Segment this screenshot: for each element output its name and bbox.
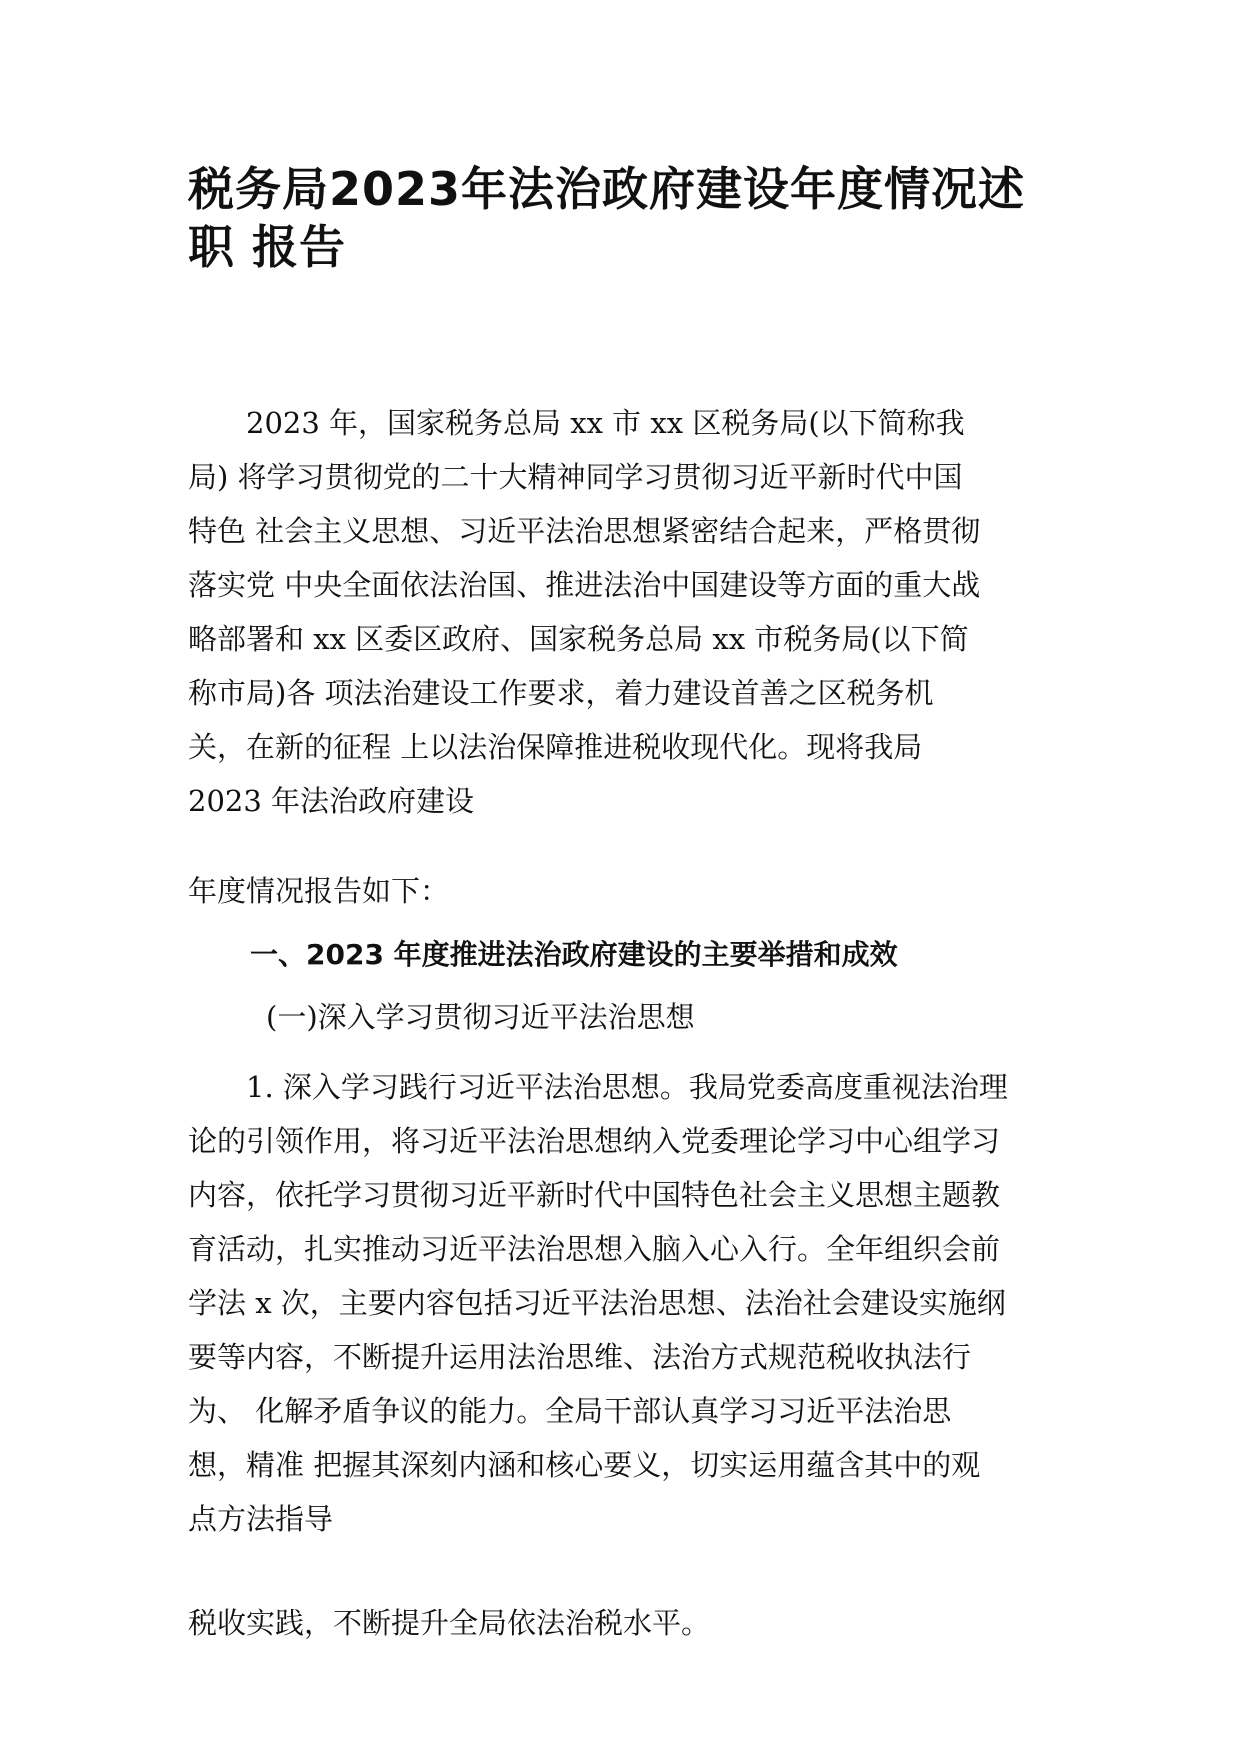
- paragraph-line: 内容，依托学习贯彻习近平新时代中国特色社会主义思想主题教: [188, 1178, 1001, 1212]
- section-heading: 一、2023 年度推进法治政府建设的主要举措和成效: [250, 938, 898, 971]
- paragraph-line: 略部署和 xx 区委区政府、国家税务总局 xx 市税务局(以下简: [188, 622, 969, 656]
- intro-paragraph: [188, 396, 1068, 828]
- paragraph-line: 学法 x 次，主要内容包括习近平法治思想、法治社会建设实施纲: [188, 1286, 1006, 1320]
- paragraph-line: 为、 化解矛盾争议的能力。全局干部认真学习习近平法治思: [188, 1394, 952, 1428]
- paragraph-line: 2023 年法治政府建设: [188, 784, 475, 818]
- paragraph-line: 育活动，扎实推动习近平法治思想入脑入心入行。全年组织会前: [188, 1232, 1001, 1266]
- paragraph-line: 特色 社会主义思想、习近平法治思想紧密结合起来，严格贯彻: [188, 514, 981, 548]
- paragraph-line: 落实党 中央全面依法治国、推进法治中国建设等方面的重大战: [188, 568, 981, 602]
- paragraph-line: 要等内容，不断提升运用法治思维、法治方式规范税收执法行: [188, 1340, 972, 1374]
- paragraph-line: 1. 深入学习践行习近平法治思想。我局党委高度重视法治理: [188, 1070, 1008, 1104]
- paragraph-line: 关，在新的征程 上以法治保障推进税收现代化。现将我局: [188, 730, 923, 764]
- paragraph-line: 局) 将学习贯彻党的二十大精神同学习贯彻习近平新时代中国: [188, 460, 963, 494]
- paragraph-line: 点方法指导: [188, 1502, 334, 1536]
- body-paragraph: [188, 1060, 1068, 1546]
- paragraph-line: 想，精准 把握其深刻内涵和核心要义，切实运用蕴含其中的观: [188, 1448, 981, 1482]
- paragraph-line: 称市局)各 项法治建设工作要求，着力建设首善之区税务机: [188, 676, 934, 710]
- paragraph-line: 论的引领作用，将习近平法治思想纳入党委理论学习中心组学习: [188, 1124, 1001, 1158]
- body-continuation: 税收实践，不断提升全局依法治税水平。: [188, 1606, 711, 1640]
- paragraph-line: 2023 年，国家税务总局 xx 市 xx 区税务局(以下简称我: [188, 406, 965, 440]
- title-line: 职 报告: [188, 220, 347, 274]
- document-title: [188, 160, 1068, 276]
- subsection-heading: (一)深入学习贯彻习近平法治思想: [266, 1000, 695, 1034]
- title-line: 税务局2023年法治政府建设年度情况述: [188, 162, 1026, 216]
- intro-continuation: 年度情况报告如下：: [188, 874, 450, 908]
